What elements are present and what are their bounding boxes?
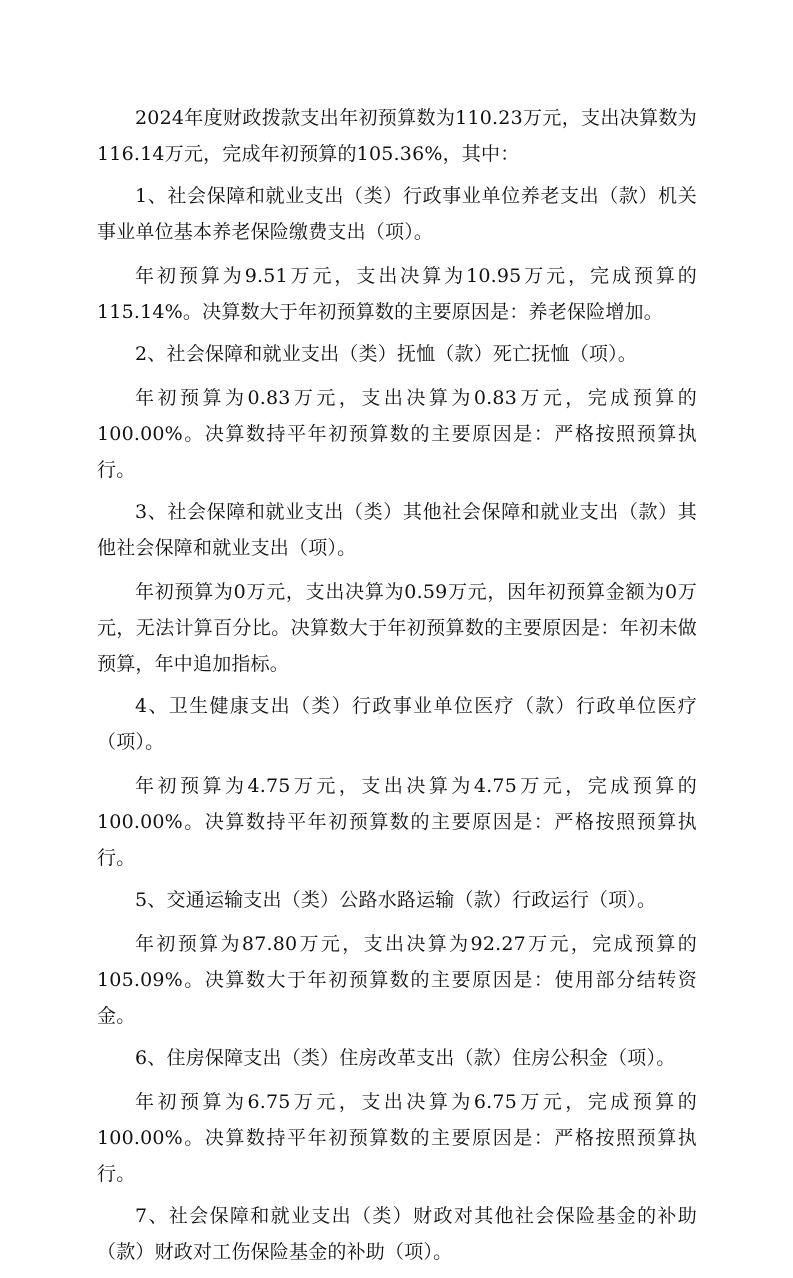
summary-paragraph: 2024年度财政拨款支出年初预算数为110.23万元，支出决算数为116.14万元，完成年初预算的105.36%，其中：: [97, 107, 697, 165]
item-5-detail: 年初预算为87.80万元，支出决算为92.27万元，完成预算的105.09%。决算数大于年初预算数的主要原因是：使用部分结转资金。: [97, 933, 697, 1027]
item-3-detail: 年初预算为0万元，支出决算为0.59万元，因年初预算金额为0万元，无法计算百分比。决算数大于年初预算数的主要原因是：年初未做预算，年中追加指标。: [97, 581, 697, 675]
item-2-detail: 年初预算为0.83万元，支出决算为0.83万元，完成预算的100.00%。决算数持平年初预算数的主要原因是：严格按照预算执行。: [97, 387, 697, 481]
item-4-detail: 年初预算为4.75万元，支出决算为4.75万元，完成预算的100.00%。决算数持平年初预算数的主要原因是：严格按照预算执行。: [97, 775, 697, 869]
item-6-heading: 6、住房保障支出（类）住房改革支出（款）住房公积金（项）。: [135, 1047, 676, 1069]
document-body: [97, 100, 697, 1278]
item-7-heading: 7、社会保障和就业支出（类）财政对其他社会保险基金的补助（款）财政对工伤保险基金的补助（项）。: [97, 1205, 697, 1263]
item-3-heading: 3、社会保障和就业支出（类）其他社会保障和就业支出（款）其他社会保障和就业支出（项）。: [97, 501, 697, 559]
item-4-heading: 4、卫生健康支出（类）行政事业单位医疗（款）行政单位医疗（项）。: [97, 695, 697, 753]
item-1-heading: 1、社会保障和就业支出（类）行政事业单位养老支出（款）机关事业单位基本养老保险缴费支出（项）。: [97, 185, 697, 243]
item-2-heading: 2、社会保障和就业支出（类）抚恤（款）死亡抚恤（项）。: [135, 343, 637, 365]
item-5-heading: 5、交通运输支出（类）公路水路运输（款）行政运行（项）。: [135, 889, 657, 911]
item-6-detail: 年初预算为6.75万元，支出决算为6.75万元，完成预算的100.00%。决算数持平年初预算数的主要原因是：严格按照预算执行。: [97, 1091, 697, 1185]
item-1-detail: 年初预算为9.51万元，支出决算为10.95万元，完成预算的115.14%。决算数大于年初预算数的主要原因是：养老保险增加。: [97, 265, 697, 323]
